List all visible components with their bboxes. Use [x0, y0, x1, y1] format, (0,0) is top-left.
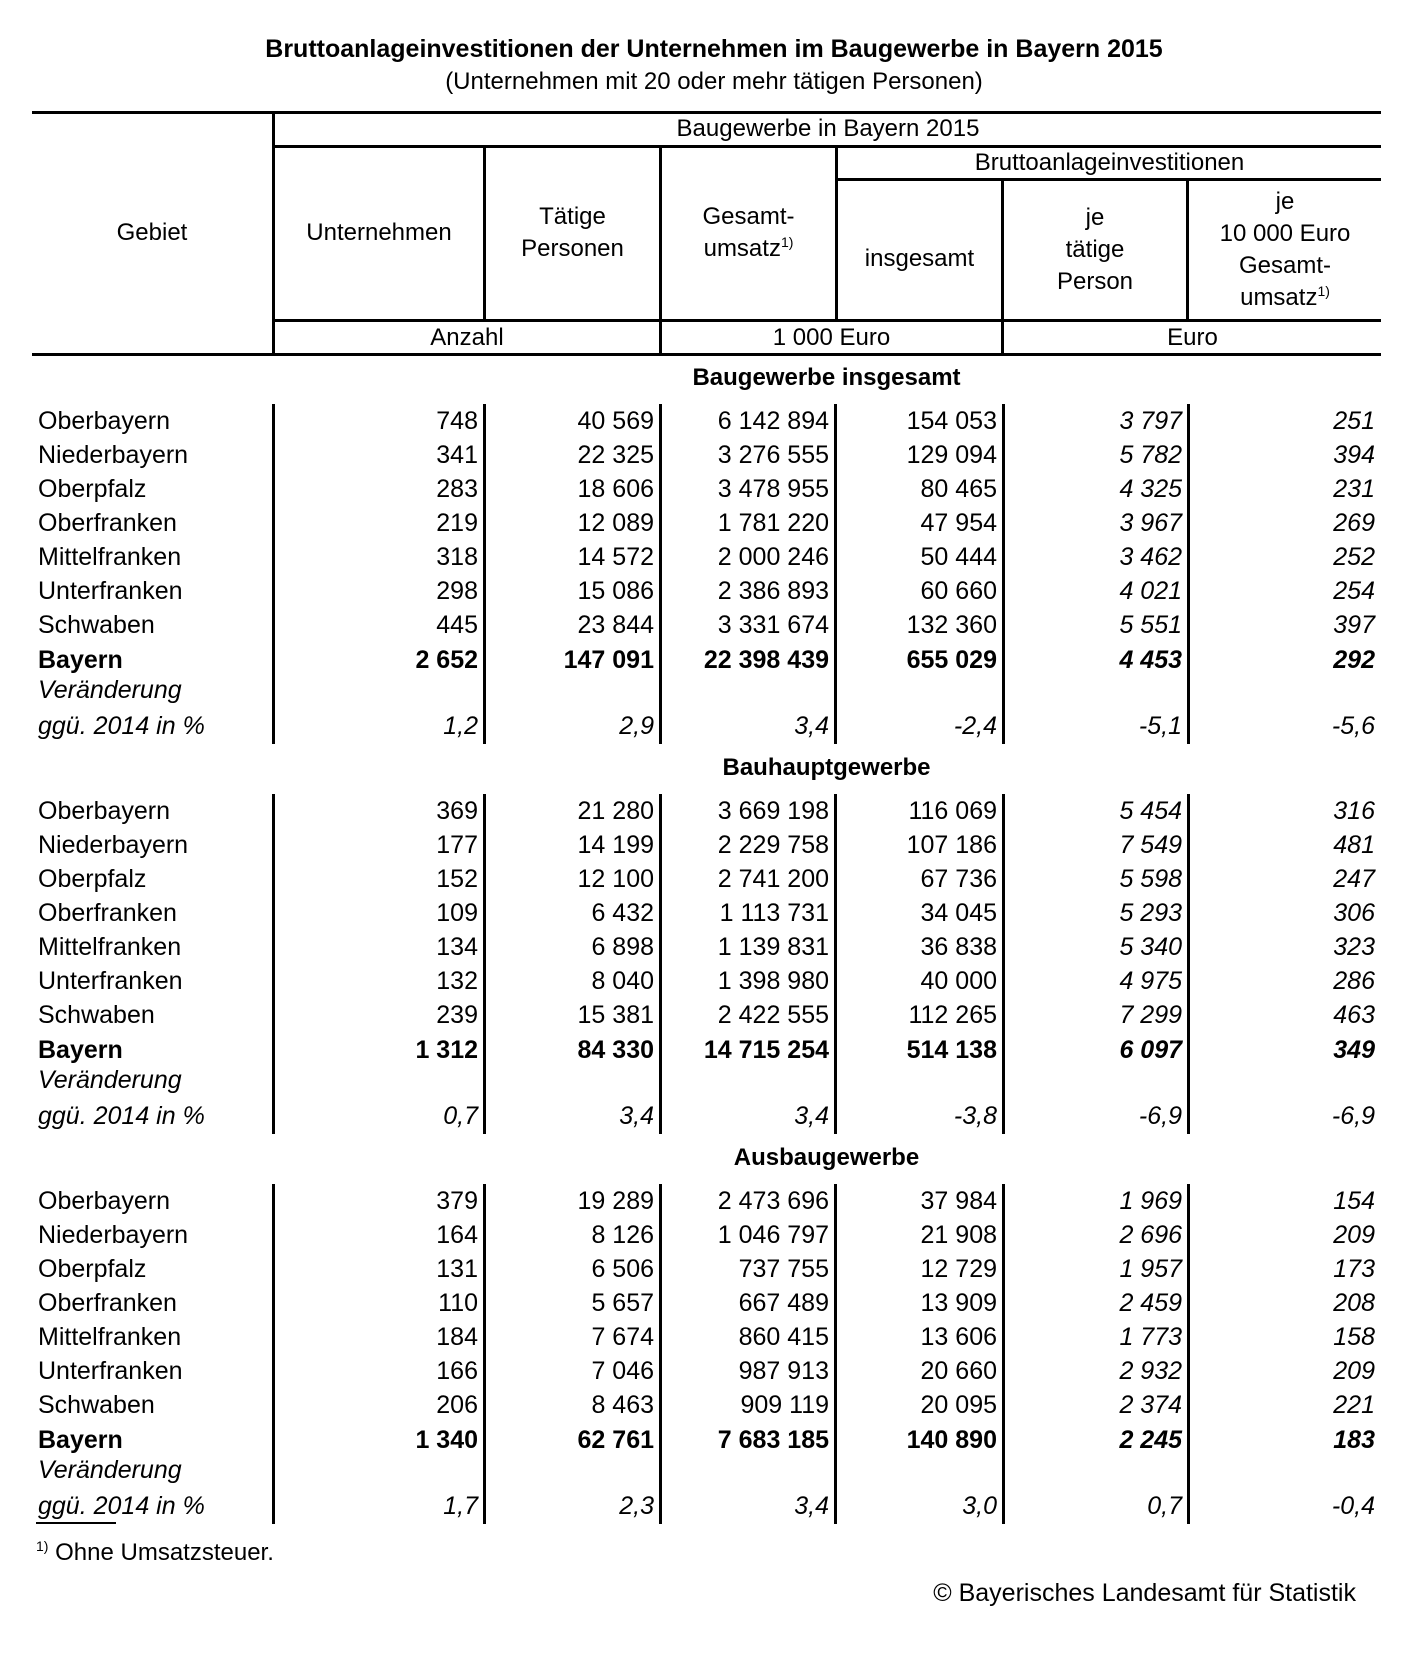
table-row	[0, 608, 1428, 642]
footnote-rule	[36, 1522, 116, 1524]
cell-col-1: 369	[436, 797, 478, 825]
row-label: Oberfranken	[38, 509, 177, 537]
row-label: Mittelfranken	[38, 933, 182, 961]
cell-col-6: -5,6	[1331, 712, 1375, 740]
cell-col-4: 60 660	[920, 577, 997, 605]
section-title: Baugewerbe insgesamt	[692, 364, 961, 391]
cell-col-1: 177	[436, 831, 478, 859]
cell-col-5: 1 773	[1119, 1323, 1182, 1351]
cell-col-4: 37 984	[920, 1187, 997, 1215]
cell-col-1: 134	[436, 933, 478, 961]
cell-col-5: 7 549	[1119, 831, 1182, 859]
cell-col-3: 667 489	[738, 1289, 829, 1317]
cell-col-2: 14 572	[577, 543, 654, 571]
cell-col-6: 349	[1333, 1036, 1375, 1064]
row-label: Oberpfalz	[38, 1255, 147, 1283]
cell-col-4: 47 954	[920, 509, 997, 537]
row-label: ggü. 2014 in %	[38, 1102, 205, 1130]
section-title: Ausbaugewerbe	[733, 1144, 920, 1171]
row-label: Veränderung	[38, 676, 182, 704]
cell-col-2: 8 463	[591, 1391, 654, 1419]
cell-col-4: 13 606	[920, 1323, 997, 1351]
row-label: Veränderung	[38, 1066, 182, 1094]
cell-col-1: 0,7	[443, 1102, 478, 1130]
row-label: Oberbayern	[38, 797, 171, 825]
cell-col-6: 209	[1333, 1357, 1375, 1385]
header-group-baugewerbe: Baugewerbe in Bayern 2015	[676, 114, 980, 142]
table-row	[0, 540, 1428, 574]
cell-col-3: 3,4	[794, 712, 829, 740]
cell-col-3: 909 119	[740, 1391, 829, 1419]
header-col-unternehmen: Unternehmen	[306, 219, 452, 246]
table-row	[0, 896, 1428, 930]
cell-col-6: -6,9	[1331, 1102, 1375, 1130]
table-row	[0, 1184, 1428, 1218]
table-row	[0, 998, 1428, 1032]
row-label: ggü. 2014 in %	[38, 712, 205, 740]
row-label: Niederbayern	[38, 831, 189, 859]
cell-col-5: 0,7	[1147, 1492, 1182, 1520]
cell-col-5: 5 782	[1119, 441, 1182, 469]
table-row	[0, 1286, 1428, 1320]
cell-col-3: 3 276 555	[717, 441, 829, 469]
cell-col-2: 40 569	[577, 407, 654, 435]
total-row	[0, 643, 1428, 677]
change-label-row	[0, 1063, 1428, 1097]
cell-col-5: 4 975	[1119, 967, 1182, 995]
cell-col-6: 154	[1333, 1187, 1375, 1215]
cell-col-2: 6 506	[591, 1255, 654, 1283]
table-row	[0, 404, 1428, 438]
row-label: Oberbayern	[38, 1187, 171, 1215]
cell-col-2: 22 325	[577, 441, 654, 469]
cell-col-3: 1 139 831	[717, 933, 829, 961]
cell-col-5: 4 021	[1119, 577, 1182, 605]
cell-col-2: 3,4	[619, 1102, 654, 1130]
cell-col-3: 2 422 555	[717, 1001, 829, 1029]
cell-col-4: 514 138	[906, 1036, 997, 1064]
cell-col-6: 173	[1333, 1255, 1375, 1283]
cell-col-3: 3 478 955	[717, 475, 829, 503]
row-label: Mittelfranken	[38, 1323, 182, 1351]
cell-col-2: 12 100	[577, 865, 654, 893]
cell-col-1: 748	[436, 407, 478, 435]
cell-col-2: 18 606	[577, 475, 654, 503]
cell-col-4: 107 186	[906, 831, 997, 859]
table-row	[0, 506, 1428, 540]
table-row	[0, 964, 1428, 998]
header-col-je-taetige-person: je tätige Person	[1056, 204, 1134, 295]
cell-col-2: 2,3	[619, 1492, 654, 1520]
table-row	[0, 862, 1428, 896]
cell-col-3: 7 683 185	[717, 1426, 829, 1454]
row-label: Veränderung	[38, 1456, 182, 1484]
cell-col-2: 7 046	[591, 1357, 654, 1385]
cell-col-6: 251	[1333, 407, 1375, 435]
cell-col-3: 737 755	[738, 1255, 829, 1283]
cell-col-5: 2 245	[1119, 1426, 1182, 1454]
cell-col-3: 2 473 696	[717, 1187, 829, 1215]
row-label: Oberpfalz	[38, 865, 147, 893]
cell-col-5: 5 598	[1119, 865, 1182, 893]
section-title: Bauhauptgewerbe	[722, 754, 931, 781]
change-label-row	[0, 673, 1428, 707]
cell-col-3: 3 331 674	[717, 611, 829, 639]
row-label: Oberfranken	[38, 1289, 177, 1317]
cell-col-6: 231	[1333, 475, 1375, 503]
row-label: Unterfranken	[38, 967, 183, 995]
cell-col-3: 1 046 797	[717, 1221, 829, 1249]
unit-tausend-euro: 1 000 Euro	[772, 323, 891, 351]
cell-col-5: 6 097	[1119, 1036, 1182, 1064]
cell-col-6: 397	[1333, 611, 1375, 639]
table-row	[0, 472, 1428, 506]
page-title: Bruttoanlageinvestitionen der Unternehmen im Baugewerbe in Bayern 2015	[265, 35, 1163, 63]
cell-col-5: 2 459	[1119, 1289, 1182, 1317]
cell-col-3: 6 142 894	[717, 407, 829, 435]
cell-col-3: 2 386 893	[717, 577, 829, 605]
cell-col-1: 298	[436, 577, 478, 605]
cell-col-4: 129 094	[906, 441, 997, 469]
cell-col-4: 67 736	[920, 865, 997, 893]
cell-col-6: 463	[1333, 1001, 1375, 1029]
cell-col-5: 2 932	[1119, 1357, 1182, 1385]
cell-col-4: 13 909	[920, 1289, 997, 1317]
cell-col-2: 19 289	[577, 1187, 654, 1215]
header-gebiet: Gebiet	[116, 219, 188, 246]
cell-col-5: 2 696	[1119, 1221, 1182, 1249]
table-row	[0, 828, 1428, 862]
cell-col-3: 2 000 246	[717, 543, 829, 571]
cell-col-3: 14 715 254	[703, 1036, 829, 1064]
change-row	[0, 1099, 1428, 1133]
cell-col-1: 166	[436, 1357, 478, 1385]
cell-col-2: 7 674	[591, 1323, 654, 1351]
change-label-row	[0, 1453, 1428, 1487]
row-label: Oberbayern	[38, 407, 171, 435]
cell-col-2: 8 040	[591, 967, 654, 995]
cell-col-6: 323	[1333, 933, 1375, 961]
cell-col-4: -2,4	[953, 712, 997, 740]
header-col-insgesamt: insgesamt	[864, 245, 975, 272]
cell-col-2: 5 657	[591, 1289, 654, 1317]
cell-col-1: 445	[436, 611, 478, 639]
table-row	[0, 794, 1428, 828]
table-row	[0, 574, 1428, 608]
row-label: Bayern	[38, 646, 123, 674]
row-label: Niederbayern	[38, 441, 189, 469]
cell-col-6: 306	[1333, 899, 1375, 927]
row-label: Schwaben	[38, 611, 155, 639]
cell-col-1: 318	[436, 543, 478, 571]
table-row	[0, 1388, 1428, 1422]
cell-col-5: 3 967	[1119, 509, 1182, 537]
cell-col-4: 40 000	[920, 967, 997, 995]
cell-col-1: 152	[436, 865, 478, 893]
row-label: Bayern	[38, 1426, 123, 1454]
cell-col-2: 6 432	[591, 899, 654, 927]
row-label: Oberfranken	[38, 899, 177, 927]
cell-col-4: 3,0	[962, 1492, 997, 1520]
cell-col-4: 21 908	[920, 1221, 997, 1249]
footnote	[36, 1538, 274, 1568]
cell-col-4: 116 069	[908, 797, 997, 825]
cell-col-3: 3,4	[794, 1492, 829, 1520]
cell-col-5: 1 969	[1119, 1187, 1182, 1215]
cell-col-6: 292	[1333, 646, 1375, 674]
cell-col-1: 341	[436, 441, 478, 469]
header-group-bruttoanlageinvestitionen: Bruttoanlageinvestitionen	[974, 148, 1245, 176]
cell-col-5: 5 340	[1119, 933, 1182, 961]
table-row	[0, 930, 1428, 964]
cell-col-2: 15 086	[577, 577, 654, 605]
cell-col-5: 3 797	[1119, 407, 1182, 435]
cell-col-4: 154 053	[906, 407, 997, 435]
row-label: Bayern	[38, 1036, 123, 1064]
header-col-je-10000-euro-umsatz: je 10 000 Euro Gesamt- umsatz$^{1)}$	[1219, 188, 1351, 311]
cell-col-6: -0,4	[1331, 1492, 1375, 1520]
cell-col-6: 158	[1333, 1323, 1375, 1351]
table-row	[0, 438, 1428, 472]
cell-col-3: 3,4	[794, 1102, 829, 1130]
cell-col-2: 12 089	[577, 509, 654, 537]
cell-col-2: 21 280	[577, 797, 654, 825]
row-label: Niederbayern	[38, 1221, 189, 1249]
cell-col-5: 5 551	[1119, 611, 1182, 639]
cell-col-1: 1 312	[415, 1036, 478, 1064]
table-row	[0, 1252, 1428, 1286]
cell-col-1: 109	[436, 899, 478, 927]
row-label: Mittelfranken	[38, 543, 182, 571]
row-label: Schwaben	[38, 1001, 155, 1029]
cell-col-6: 254	[1333, 577, 1375, 605]
cell-col-1: 164	[436, 1221, 478, 1249]
cell-col-3: 1 781 220	[717, 509, 829, 537]
cell-col-3: 1 113 731	[719, 899, 829, 927]
cell-col-2: 2,9	[619, 712, 654, 740]
cell-col-4: 80 465	[920, 475, 997, 503]
cell-col-6: 252	[1333, 543, 1375, 571]
cell-col-1: 132	[436, 967, 478, 995]
cell-col-6: 247	[1333, 865, 1375, 893]
cell-col-2: 62 761	[577, 1426, 654, 1454]
page-subtitle: (Unternehmen mit 20 oder mehr tätigen Personen)	[445, 68, 983, 95]
copyright: © Bayerisches Landesamt für Statistik	[933, 1579, 1356, 1607]
cell-col-4: 50 444	[920, 543, 997, 571]
cell-col-1: 1,2	[443, 712, 478, 740]
cell-col-3: 22 398 439	[703, 646, 829, 674]
table-row	[0, 1320, 1428, 1354]
cell-col-5: -6,9	[1138, 1102, 1182, 1130]
cell-col-4: 20 660	[920, 1357, 997, 1385]
table-row	[0, 1354, 1428, 1388]
change-row	[0, 1489, 1428, 1523]
cell-col-5: 2 374	[1119, 1391, 1182, 1419]
cell-col-6: 316	[1333, 797, 1375, 825]
cell-col-4: 140 890	[906, 1426, 997, 1454]
cell-col-6: 221	[1333, 1391, 1375, 1419]
cell-col-1: 239	[436, 1001, 478, 1029]
cell-col-2: 14 199	[577, 831, 654, 859]
cell-col-2: 84 330	[577, 1036, 654, 1064]
cell-col-5: 7 299	[1119, 1001, 1182, 1029]
cell-col-4: 36 838	[920, 933, 997, 961]
cell-col-1: 206	[436, 1391, 478, 1419]
cell-col-2: 15 381	[577, 1001, 654, 1029]
footnote-text: Ohne Umsatzsteuer.	[55, 1539, 274, 1566]
cell-col-5: 1 957	[1119, 1255, 1182, 1283]
cell-col-5: 5 454	[1119, 797, 1182, 825]
cell-col-3: 2 229 758	[717, 831, 829, 859]
total-row	[0, 1033, 1428, 1067]
cell-col-5: 4 453	[1119, 646, 1182, 674]
cell-col-2: 8 126	[591, 1221, 654, 1249]
cell-col-2: 6 898	[591, 933, 654, 961]
cell-col-3: 860 415	[738, 1323, 829, 1351]
row-label: ggü. 2014 in %	[38, 1492, 205, 1520]
cell-col-1: 219	[436, 509, 478, 537]
cell-col-5: 3 462	[1119, 543, 1182, 571]
cell-col-4: -3,8	[953, 1102, 997, 1130]
cell-col-1: 131	[436, 1255, 478, 1283]
cell-col-1: 1,7	[443, 1492, 478, 1520]
cell-col-1: 110	[438, 1289, 478, 1317]
cell-col-3: 3 669 198	[717, 797, 829, 825]
footnote-marker: 1)	[36, 1538, 49, 1554]
unit-euro: Euro	[1167, 323, 1218, 351]
cell-col-4: 112 265	[908, 1001, 997, 1029]
footnote-marker: 1)	[1317, 283, 1330, 299]
table-row	[0, 1218, 1428, 1252]
unit-anzahl: Anzahl	[430, 323, 504, 351]
cell-col-4: 20 095	[920, 1391, 997, 1419]
change-row	[0, 709, 1428, 743]
cell-col-5: -5,1	[1138, 712, 1182, 740]
total-row	[0, 1423, 1428, 1457]
cell-col-6: 269	[1333, 509, 1375, 537]
cell-col-1: 184	[436, 1323, 478, 1351]
cell-col-6: 286	[1333, 967, 1375, 995]
row-label: Unterfranken	[38, 1357, 183, 1385]
cell-col-1: 379	[436, 1187, 478, 1215]
cell-col-3: 1 398 980	[717, 967, 829, 995]
cell-col-4: 34 045	[920, 899, 997, 927]
cell-col-6: 394	[1333, 441, 1375, 469]
row-label: Oberpfalz	[38, 475, 147, 503]
cell-col-2: 147 091	[563, 646, 654, 674]
cell-col-2: 23 844	[577, 611, 654, 639]
cell-col-1: 283	[436, 475, 478, 503]
header-col-gesamtumsatz: Gesamt- umsatz$^{1)}$	[702, 203, 795, 262]
cell-col-1: 2 652	[415, 646, 478, 674]
header-col-taetige-personen: Tätige Personen	[521, 203, 624, 262]
cell-col-4: 655 029	[906, 646, 997, 674]
cell-col-4: 132 360	[906, 611, 997, 639]
cell-col-4: 12 729	[920, 1255, 997, 1283]
cell-col-6: 183	[1333, 1426, 1375, 1454]
cell-col-1: 1 340	[415, 1426, 478, 1454]
cell-col-3: 2 741 200	[717, 865, 829, 893]
row-label: Unterfranken	[38, 577, 183, 605]
cell-col-6: 208	[1333, 1289, 1375, 1317]
cell-col-6: 209	[1333, 1221, 1375, 1249]
row-label: Schwaben	[38, 1391, 155, 1419]
cell-col-5: 4 325	[1119, 475, 1182, 503]
cell-col-6: 481	[1333, 831, 1375, 859]
cell-col-5: 5 293	[1119, 899, 1182, 927]
footnote-marker: 1)	[780, 234, 794, 250]
cell-col-3: 987 913	[738, 1357, 829, 1385]
